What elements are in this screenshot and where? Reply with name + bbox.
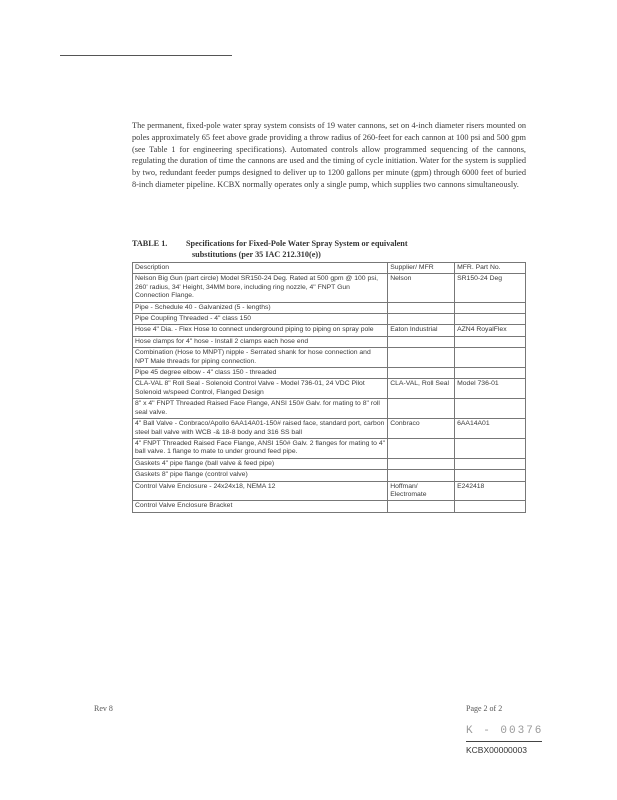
table-caption-number: TABLE 1. <box>132 239 168 248</box>
table-header-row <box>133 263 526 274</box>
row-description: Gaskets 4" pipe flange (ball valve & feed pipe) <box>133 458 388 469</box>
row-part-number: Model 736-01 <box>455 379 526 399</box>
row-part-number <box>455 314 526 325</box>
row-part-number <box>455 438 526 458</box>
row-part-number <box>455 501 526 512</box>
table-row <box>133 314 526 325</box>
table-row <box>133 501 526 512</box>
row-part-number: E242418 <box>455 481 526 501</box>
row-description: 4" FNPT Threaded Raised Face Flange, ANSI 150# Galv. 2 flanges for mating to 4" ball valve. 1 flange to mate to under ground feed pipe. <box>133 438 388 458</box>
row-supplier: CLA-VAL, Roll Seal <box>388 379 455 399</box>
row-description: Combination (Hose to MNPT) nipple - Serrated shank for hose connection and NPT Male threads for piping connection. <box>133 348 388 368</box>
row-supplier <box>388 399 455 419</box>
row-part-number <box>455 336 526 347</box>
table-row <box>133 438 526 458</box>
row-part-number <box>455 348 526 368</box>
intro-paragraph: The permanent, fixed-pole water spray system consists of 19 water cannons, set on 4-inch diameter risers mounted on poles approximately 65 feet above grade providing a throw radius of 260-feet for each cannon at 100 psi and 500 gpm (see Table 1 for engineering specifications). Automated controls allow programmed sequencing of the cannons, regulating the duration of time the cannons are used and the timing of cycle initiation. Water for the system is supplied by two, redundant feeder pumps designed to deliver up to 1200 gallons per minute (gpm) through 6000 feet of buried 8-inch diameter pipeline. KCBX normally operates only a single pump, which supplies two cannons simultaneously. <box>132 121 526 189</box>
row-supplier <box>388 302 455 313</box>
row-description: Nelson Big Gun (part circle) Model SR150-24 Deg. Rated at 500 gpm @ 100 psi, 260' radius, 34' Height, 34MM bore, including ring nozzle, 4" FNPT Gun Connection Flange. <box>133 274 388 302</box>
row-part-number <box>455 458 526 469</box>
page-number: Page 2 of 2 <box>466 704 503 713</box>
row-description: Control Valve Enclosure - 24x24x18, NEMA 12 <box>133 481 388 501</box>
table-row <box>133 274 526 302</box>
row-description: Control Valve Enclosure Bracket <box>133 501 388 512</box>
row-description: CLA-VAL 8" Roll Seal - Solenoid Control Valve - Model 736-01, 24 VDC Pilot Solenoid w/speed Control, Flanged Design <box>133 379 388 399</box>
row-part-number: AZN4 RoyalFlex <box>455 325 526 336</box>
table-row <box>133 458 526 469</box>
bates-rule <box>466 741 542 742</box>
revision-label: Rev 8 <box>94 704 113 713</box>
table-row <box>133 379 526 399</box>
table-caption-line1: Specifications for Fixed-Pole Water Spray System or equivalent <box>186 239 408 248</box>
row-supplier <box>388 470 455 481</box>
header-part-number: MFR. Part No. <box>455 263 526 274</box>
row-supplier: Hoffman/ Electromate <box>388 481 455 501</box>
row-part-number: 6AA14A01 <box>455 419 526 439</box>
header-supplier: Supplier/ MFR <box>388 263 455 274</box>
row-description: Pipe Coupling Threaded - 4" class 150 <box>133 314 388 325</box>
table-caption <box>132 238 526 260</box>
row-supplier <box>388 438 455 458</box>
table-row <box>133 302 526 313</box>
table-body <box>133 274 526 512</box>
row-part-number <box>455 470 526 481</box>
row-description: 8" x 4" FNPT Threaded Raised Face Flange, ANSI 150# Galv. for mating to 8" roll seal valve. <box>133 399 388 419</box>
row-description: Gaskets 8" pipe flange (control valve) <box>133 470 388 481</box>
document-stamp: K - 00376 <box>466 725 544 737</box>
table-row <box>133 419 526 439</box>
row-part-number <box>455 302 526 313</box>
table-row <box>133 336 526 347</box>
row-supplier <box>388 458 455 469</box>
header-rule <box>60 55 232 56</box>
row-supplier <box>388 501 455 512</box>
row-part-number <box>455 399 526 419</box>
row-supplier <box>388 314 455 325</box>
row-part-number: SR150-24 Deg <box>455 274 526 302</box>
row-supplier <box>388 348 455 368</box>
table-row <box>133 481 526 501</box>
row-supplier: Eaton Industrial <box>388 325 455 336</box>
table-row <box>133 399 526 419</box>
specifications-table <box>132 262 526 513</box>
row-supplier: Nelson <box>388 274 455 302</box>
row-description: 4" Ball Valve - Conbraco/Apollo 6AA14A01-150# raised face, standard port, carbon steel ball valve with WCB -& 18-8 body and 316 SS ball <box>133 419 388 439</box>
row-description: Hose 4" Dia. - Flex Hose to connect underground piping to piping on spray pole <box>133 325 388 336</box>
row-supplier <box>388 336 455 347</box>
table-row <box>133 470 526 481</box>
row-supplier: Conbraco <box>388 419 455 439</box>
row-description: Pipe - Schedule 40 - Galvanized (5 - lengths) <box>133 302 388 313</box>
table-row <box>133 368 526 379</box>
table-row <box>133 348 526 368</box>
table-row <box>133 325 526 336</box>
row-description: Hose clamps for 4" hose - Install 2 clamps each hose end <box>133 336 388 347</box>
bates-number: KCBX00000003 <box>466 745 527 755</box>
header-description: Description <box>133 263 388 274</box>
row-description: Pipe 45 degree elbow - 4" class 150 - threaded <box>133 368 388 379</box>
row-supplier <box>388 368 455 379</box>
table-caption-line2: substitutions (per 35 IAC 212.310(e)) <box>192 250 321 259</box>
row-part-number <box>455 368 526 379</box>
